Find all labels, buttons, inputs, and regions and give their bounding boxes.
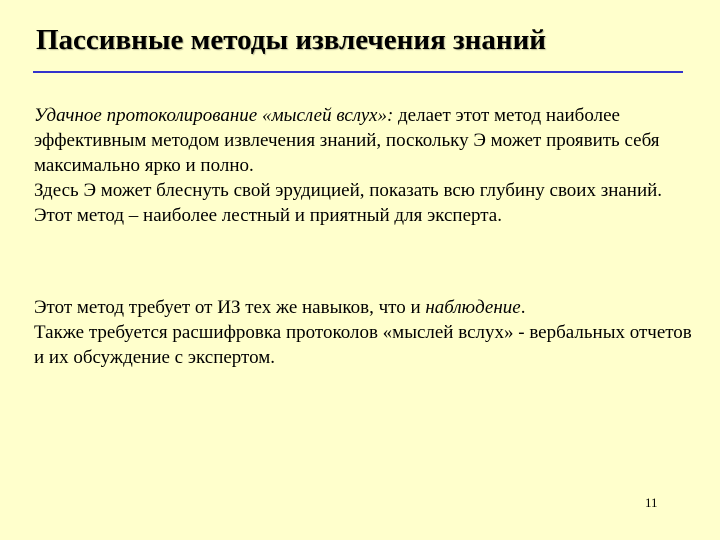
body-block-2: [34, 295, 694, 370]
title-underline: [33, 71, 683, 73]
body-block-1: [34, 103, 694, 228]
paragraph-erudition: Здесь Э может блеснуть свой эрудицией, показать всю глубину своих знаний.: [34, 180, 663, 201]
paragraph-skills: [34, 295, 694, 320]
term-think-aloud: Удачное протоколирование «мыслей вслух»:: [34, 105, 394, 126]
paragraph-skills-end: .: [520, 297, 526, 318]
slide-title: Пассивные методы извлечения знаний: [36, 24, 546, 56]
term-observation: наблюдение: [425, 297, 521, 318]
paragraph-think-aloud: [34, 103, 694, 178]
paragraph-skills-text: Этот метод требует от ИЗ тех же навыков, что и: [34, 297, 426, 318]
paragraph-think-aloud-text: делает этот метод наиболее эффективным методом извлечения знаний, поскольку Э может проявить себя максимально ярко и полно.: [34, 105, 660, 176]
paragraph-flattering: Этот метод – наиболее лестный и приятный для эксперта.: [34, 205, 502, 226]
paragraph-transcription: Также требуется расшифровка протоколов «мыслей вслух» - вербальных отчетов и их обсуждение с экспертом.: [34, 322, 692, 368]
page-number: 11: [645, 495, 658, 510]
